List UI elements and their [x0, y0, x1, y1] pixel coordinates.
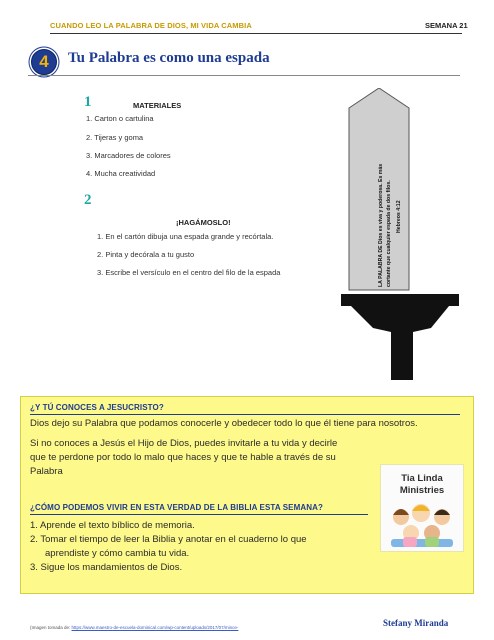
list-item: 3. Sigue los mandamientos de Dios.: [30, 562, 183, 573]
ministry-logo: [380, 464, 464, 552]
list-item-continued: aprendiste y cómo cambia tu vida.: [45, 548, 190, 559]
logo-line-1: Tia Linda: [401, 473, 443, 484]
action-list: [30, 519, 380, 575]
header-series-title: CUANDO LEO LA PALABRA DE DIOS, MI VIDA CAMBIA: [50, 21, 252, 30]
author-name: Stefany Miranda: [383, 618, 449, 628]
image-credit-prefix: (Imagen tomada de:: [30, 625, 72, 630]
list-item: 1. Aprende el texto bíblico de memoria.: [30, 520, 195, 531]
sword-guard: [341, 294, 459, 306]
materials-heading: MATERIALES: [133, 101, 182, 110]
sword-verse: [372, 145, 462, 295]
instructions-list: [97, 232, 337, 282]
paragraph-1: Dios dejo su Palabra que podamos conocerle y obedecer todo lo que él tiene para nosotros.: [30, 418, 418, 429]
list-item: 2. Tijeras y goma: [86, 133, 144, 142]
header-divider: [50, 33, 462, 34]
list-item: 1. En el cartón dibuja una espada grande y recórtala.: [97, 232, 274, 241]
step-1-number: 1: [84, 94, 92, 110]
sword-handle: [351, 306, 449, 380]
lesson-number-badge: 4: [31, 49, 57, 75]
list-item: 2. Tomar el tiempo de leer la Biblia y anotar en el cuaderno lo que: [30, 534, 307, 545]
list-item: 3. Escribe el versículo en el centro del filo de la espada: [97, 268, 281, 277]
materials-list: [86, 114, 326, 184]
question-2-rule: [30, 514, 368, 515]
list-item: 2. Pinta y decórala a tu gusto: [97, 250, 195, 259]
image-credit: [30, 625, 238, 630]
verse-reference: Hebreos 4:12: [396, 200, 402, 233]
logo-line-2: Ministries: [399, 485, 445, 496]
list-item: 3. Marcadores de colores: [86, 151, 171, 160]
paragraph-2-line: Si no conoces a Jesús el Hijo de Dios, puedes invitarle a tu vida y decirle: [30, 438, 338, 449]
lesson-title: Tu Palabra es como una espada: [68, 50, 270, 66]
paragraph-2: [30, 437, 390, 479]
title-divider: [28, 75, 460, 76]
verse-line-1: LA PALABRA DE Dios es viva y poderosa. Es más: [378, 163, 384, 287]
question-1-heading: ¿Y TÚ CONOCES A JESUCRISTO?: [30, 403, 164, 412]
paragraph-2-line: que te perdone por todo lo malo que haces y que te hable a través de su: [30, 452, 336, 463]
header-week: SEMANA 21: [425, 21, 468, 30]
image-credit-link[interactable]: https://www.maestro-de-escuela-dominical.com/wp-content/uploads/2017/07/mince-: [71, 625, 239, 630]
children-illustration-icon: [387, 501, 457, 547]
list-item: 1. Carton o cartulina: [86, 114, 154, 123]
step-2-number: 2: [84, 192, 92, 208]
lets-do-it-heading: ¡HAGÁMOSLO!: [176, 218, 231, 227]
paragraph-2-line: Palabra: [30, 466, 63, 477]
list-item: 4. Mucha creatividad: [86, 169, 156, 178]
verse-line-2: cortante que cualquier espada de dos filos.: [386, 180, 392, 287]
question-1-rule: [30, 414, 460, 415]
question-2-heading: ¿CÓMO PODEMOS VIVIR EN ESTA VERDAD DE LA BIBLIA ESTA SEMANA?: [30, 503, 323, 512]
